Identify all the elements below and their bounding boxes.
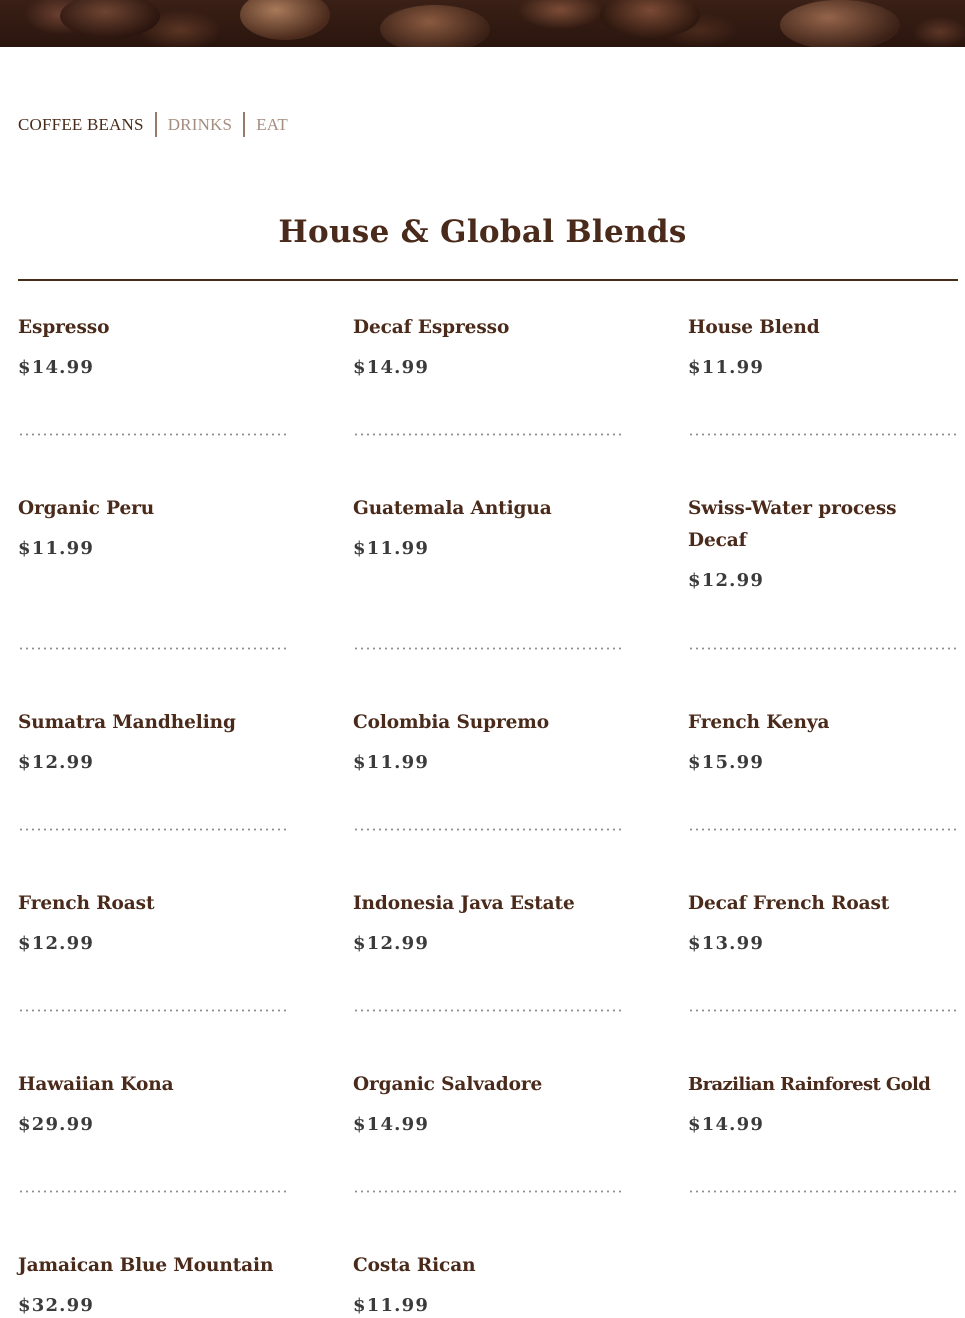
menu-item-name: Colombia Supremo (353, 712, 549, 733)
menu-item (353, 1069, 625, 1137)
category-tabs (18, 112, 288, 137)
menu-item-name: Indonesia Java Estate (353, 893, 575, 914)
menu-item-name: Sumatra Mandheling (18, 712, 236, 733)
menu-item-price: $12.99 (353, 933, 430, 954)
coffee-bean-image (780, 0, 900, 47)
menu-item-price: $12.99 (18, 933, 95, 954)
menu-item (688, 312, 960, 380)
section-title: House & Global Blends (278, 214, 687, 250)
dotted-divider (688, 1009, 958, 1012)
menu-item (18, 1250, 290, 1318)
menu-item-name: French Kenya (688, 712, 830, 733)
menu-item (18, 493, 290, 561)
menu-item (688, 1069, 960, 1137)
dotted-divider (353, 1009, 623, 1012)
dotted-divider (688, 1190, 958, 1193)
menu-item (18, 707, 290, 775)
menu-item-price: $14.99 (353, 357, 430, 378)
menu-item-name: Organic Salvadore (353, 1074, 543, 1095)
menu-item (688, 493, 938, 593)
coffee-bean-image (380, 5, 490, 47)
menu-item-name: Espresso (18, 317, 110, 338)
dotted-divider (688, 433, 958, 436)
menu-item (353, 312, 625, 380)
dotted-divider (353, 1190, 623, 1193)
dotted-divider (18, 1190, 288, 1193)
menu-item-price: $11.99 (18, 538, 95, 559)
tab-eat[interactable]: EAT (256, 115, 288, 134)
tab-drinks[interactable]: DRINKS (167, 115, 233, 134)
dotted-divider (18, 433, 288, 436)
menu-item-price: $29.99 (18, 1114, 95, 1135)
menu-item-name: Swiss-Water process Decaf (688, 498, 897, 551)
menu-item-price: $11.99 (353, 1295, 430, 1316)
menu-item-name: House Blend (688, 317, 820, 338)
menu-item-name: Hawaiian Kona (18, 1074, 174, 1095)
menu-item-price: $11.99 (353, 752, 430, 773)
menu-item (353, 493, 625, 561)
menu-item-price: $15.99 (688, 752, 765, 773)
tab-divider (155, 112, 157, 137)
coffee-bean-image (240, 0, 330, 40)
menu-item-price: $11.99 (688, 357, 765, 378)
menu-item-name: Decaf Espresso (353, 317, 510, 338)
menu-item (688, 888, 960, 956)
tab-divider (243, 112, 245, 137)
menu-item (18, 312, 290, 380)
menu-item (353, 888, 625, 956)
menu-item (353, 707, 625, 775)
menu-item-name: French Roast (18, 893, 155, 914)
dotted-divider (353, 647, 623, 650)
menu-item-name: Guatemala Antigua (353, 498, 552, 519)
menu-item-name: Jamaican Blue Mountain (18, 1255, 274, 1276)
dotted-divider (353, 433, 623, 436)
tab-coffee-beans[interactable]: COFFEE BEANS (18, 115, 144, 134)
dotted-divider (18, 828, 288, 831)
menu-item (18, 888, 290, 956)
coffee-bean-image (600, 0, 700, 38)
coffee-bean-image (60, 0, 160, 38)
menu-item-price: $14.99 (353, 1114, 430, 1135)
menu-item-price: $14.99 (18, 357, 95, 378)
dotted-divider (18, 647, 288, 650)
menu-item-price: $13.99 (688, 933, 765, 954)
dotted-divider (688, 828, 958, 831)
dotted-divider (18, 1009, 288, 1012)
dotted-divider (353, 828, 623, 831)
menu-item (688, 707, 960, 775)
dotted-divider (688, 647, 958, 650)
menu-item-price: $11.99 (353, 538, 430, 559)
menu-item-name: Costa Rican (353, 1255, 476, 1276)
menu-item-name: Brazilian Rainforest Gold (688, 1074, 931, 1095)
menu-item (353, 1250, 625, 1318)
menu-item-name: Decaf French Roast (688, 893, 890, 914)
section-divider (18, 279, 958, 281)
hero-banner-image (0, 0, 965, 47)
menu-item (18, 1069, 290, 1137)
menu-item-price: $12.99 (18, 752, 95, 773)
menu-item-name: Organic Peru (18, 498, 155, 519)
menu-item-price: $12.99 (688, 570, 765, 591)
menu-item-price: $14.99 (688, 1114, 765, 1135)
menu-item-price: $32.99 (18, 1295, 95, 1316)
